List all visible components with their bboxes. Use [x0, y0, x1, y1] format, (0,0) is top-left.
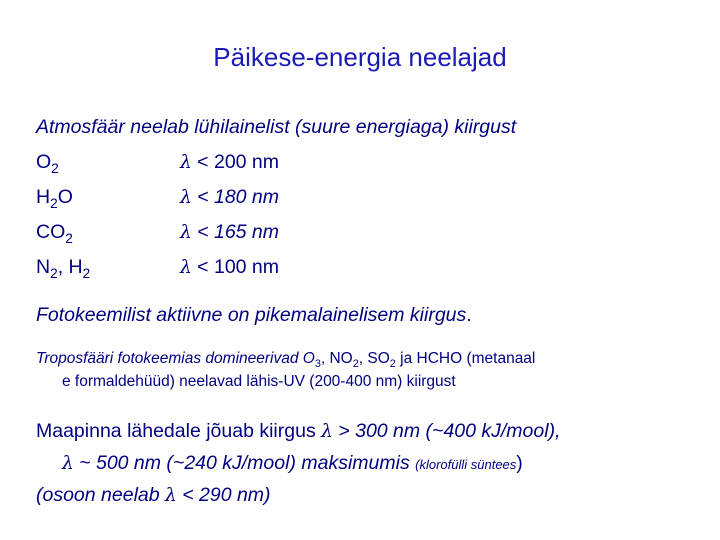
intro-line: Atmosfäär neelab lühilainelist (suure energiaga) kiirgust	[36, 116, 517, 138]
ground-line-1: Maapinna lähedale jõuab kiirgus λ > 300 nm (~400 kJ/mool),	[36, 420, 561, 442]
lambda-symbol: λ	[165, 485, 177, 506]
gas-o2: $O_2$	[36, 151, 59, 176]
page-title: Päikese-energia neelajad	[213, 42, 507, 72]
ground-line-3: (osoon neelab λ < 290 nm)	[36, 484, 271, 506]
lambda-symbol: λ	[180, 222, 192, 243]
lambda-symbol: λ	[62, 453, 74, 474]
tropo-line-2: e formaldehüüd) neelavad lähis-UV (200-400 nm) kiirgust	[62, 373, 456, 390]
range-n2-h2: λ < 100 nm	[180, 256, 280, 278]
lambda-symbol: λ	[180, 152, 192, 173]
range-co2: λ < 165 nm	[180, 221, 280, 243]
ground-line-2: λ ~ 500 nm (~240 kJ/mool) maksimumis (klorofülli süntees)	[62, 452, 523, 474]
gas-co2: $CO_2$	[36, 221, 73, 246]
lambda-symbol: λ	[180, 257, 192, 278]
tropo-line-1: Troposfääri fotokeemias domineerivad $O_3$, $NO_2$, $SO_2$ ja HCHO (metanaal	[36, 350, 536, 370]
range-h2o: λ < 180 nm	[180, 186, 280, 208]
lambda-symbol: λ	[321, 421, 333, 442]
lambda-symbol: λ	[180, 187, 192, 208]
photochem-line: Fotokeemilist aktiivne on pikemalainelisem kiirgus.	[36, 304, 472, 326]
range-o2: λ < 200 nm	[180, 151, 280, 173]
gas-n2-h2: $N_2$, $H_2$	[36, 256, 91, 281]
gas-h2o: $H_2O$	[36, 186, 73, 211]
